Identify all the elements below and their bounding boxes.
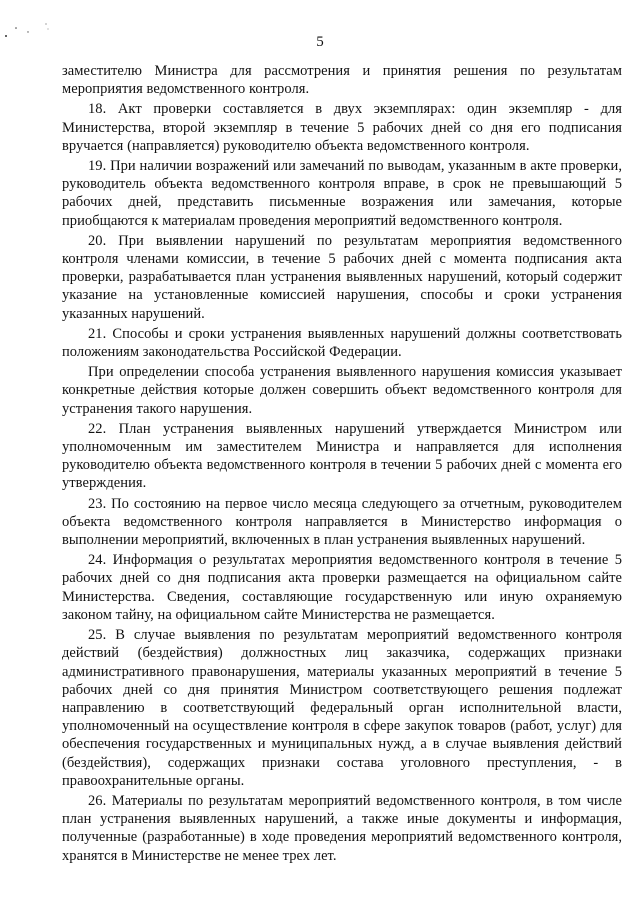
paragraph-25: 25. В случае выявления по результатам мероприятий ведомственного контроля действий (бездействия) должностных лиц заказчика, содержащих признаки административного правонарушения, материалы указанных мероприятий в течение 5 рабочих дней со дня принятия Министром соответствующего решения подлежат направлению в соответствующий федеральный орган исполнительной власти, уполномоченный на осуществление контроля в сфере закупок товаров (работ, услуг) для обеспечения государственных и муниципальных нужд, а в случае выявления действий (бездействия), содержащих признаки состава уголовного преступления, - в правоохранительные органы.: [62, 627, 622, 789]
paragraph-24: 24. Информация о результатах мероприятия ведомственного контроля в течение 5 рабочих дней со дня подписания акта проверки размещается на официальном сайте Министерства. Сведения, составляющие государственную или иную охраняемую законом тайну, на официальном сайте Министерства не размещается.: [62, 552, 622, 623]
paragraph-20: 20. При выявлении нарушений по результатам мероприятия ведомственного контроля членами комиссии, в течение 5 рабочих дней с момента подписания акта проверки, разрабатывается план устранения выявленных нарушений, который содержит указание на установленные комиссией нарушения, способы и сроки устранения указанных нарушений.: [62, 232, 622, 322]
paragraph-23: 23. По состоянию на первое число месяца следующего за отчетным, руководителем объекта ведомственного контроля направляется в Министерство информация о выполнении мероприятий, включенных в план устранения выявленных нарушений.: [62, 495, 622, 549]
paragraph-continuation: заместителю Министра для рассмотрения и принятия решения по результатам мероприятия ведомственного контроля.: [62, 63, 622, 98]
paragraph-18: 18. Акт проверки составляется в двух экземплярах: один экземпляр - для Министерства, второй экземпляр в течение 5 рабочих дней со дня его подписания вручается (направляется) руководителю объекта ведомственного контроля.: [62, 101, 622, 154]
paragraph-22: 22. План устранения выявленных нарушений утверждается Министром или уполномоченным им заместителем Министра и направляется для исполнения руководителю объекта ведомственного контроля в течении 5 рабочих дней с момента его утверждения.: [62, 420, 622, 492]
paragraph-21-detail: При определении способа устранения выявленного нарушения комиссия указывает конкретные действия которые должен совершить объект ведомственного контроля для устранения такого нарушения.: [62, 364, 622, 417]
paragraph-26: 26. Материалы по результатам мероприятий ведомственного контроля, в том числе план устранения выявленных нарушений, а также иные документы и информация, полученные (разработанные) в ходе проведения мероприятий ведомственного контроля, хранятся в Министерстве не менее трех лет.: [62, 792, 622, 864]
page-number: 5: [316, 34, 324, 50]
paragraph-21: 21. Способы и сроки устранения выявленных нарушений должны соответствовать положениям законодательства Российской Федерации.: [62, 325, 622, 361]
document-body: [62, 62, 622, 867]
paragraph-19: 19. При наличии возражений или замечаний по выводам, указанным в акте проверки, руководитель объекта ведомственного контроля вправе, в срок не превышающий 5 рабочих дней, представить письменные возражения или замечания, которые приобщаются к материалам проведения мероприятий ведомственного контроля.: [62, 158, 622, 229]
